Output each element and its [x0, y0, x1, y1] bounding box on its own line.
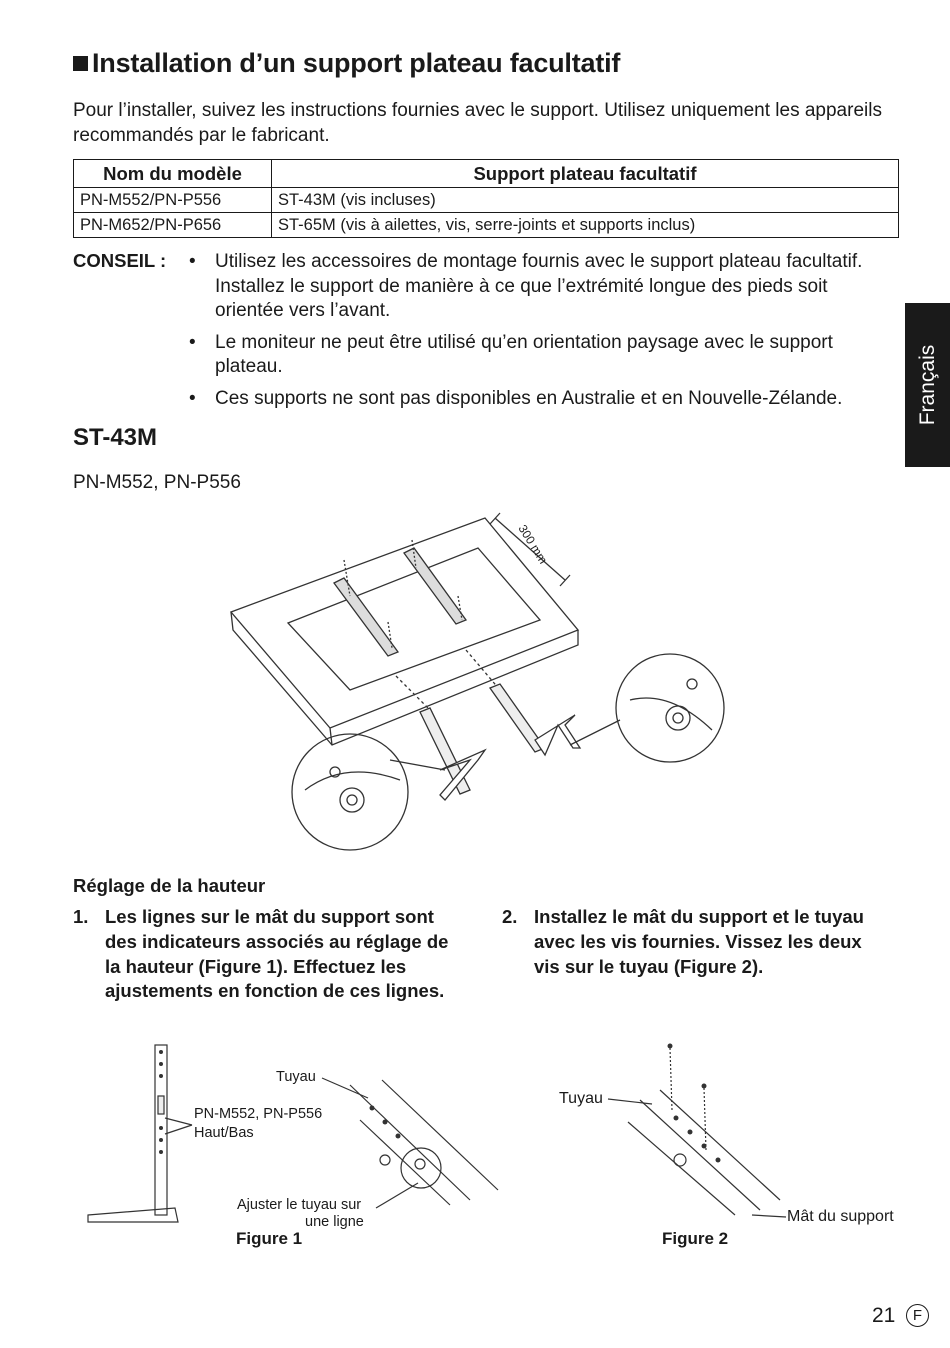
bullet-icon: •: [189, 251, 196, 272]
bullet-icon: •: [189, 331, 196, 353]
section-title: ST-43M: [73, 424, 158, 451]
fig1-ajuster-label: Ajuster le tuyau sur: [237, 1197, 362, 1213]
square-bullet-icon: [73, 56, 88, 71]
reglage-title: Réglage de la hauteur: [73, 875, 266, 896]
list-item-text: Ces supports ne sont pas disponibles en Australie et en Nouvelle-Zélande.: [215, 387, 843, 409]
fig1-tuyau-label: Tuyau: [276, 1069, 316, 1085]
language-tab-label: Français: [915, 344, 939, 426]
table-row: [74, 213, 899, 238]
fig1-hautbas-label: Haut/Bas: [194, 1125, 254, 1141]
list-item: [189, 387, 899, 412]
heading-text: Installation d’un support plateau facultatif: [92, 48, 621, 78]
table-cell: PN-M652/PN-P656: [74, 213, 272, 238]
step-number: 1.: [73, 906, 89, 927]
list-item: [189, 250, 899, 324]
fig2-tuyau-label: Tuyau: [559, 1090, 603, 1107]
fig1-models-label: PN-M552, PN-P556: [194, 1106, 323, 1122]
figure-2-caption: Figure 2: [662, 1229, 729, 1248]
list-item-text: Le moniteur ne peut être utilisé qu’en orientation paysage avec le support plateau.: [215, 331, 833, 377]
list-item: [189, 331, 899, 380]
page-heading: [73, 48, 620, 79]
table-header: Nom du modèle: [74, 160, 272, 188]
figure-1-caption: Figure 1: [236, 1229, 303, 1248]
conseil-label: CONSEIL :: [73, 250, 167, 271]
table-header: Support plateau facultatif: [272, 160, 899, 188]
table-row: [74, 188, 899, 213]
model-table: [73, 159, 899, 238]
table-cell: PN-M552/PN-P556: [74, 188, 272, 213]
language-circle-icon: F: [906, 1304, 929, 1327]
fig2-mat-label: Mât du support: [787, 1208, 894, 1225]
bullet-icon: •: [189, 387, 196, 409]
section-models: PN-M552, PN-P556: [73, 472, 241, 493]
dimension-label: 300 mm: [515, 522, 551, 567]
table-cell: ST-43M (vis incluses): [272, 188, 899, 213]
table-header-row: [74, 160, 899, 188]
language-tab: [905, 303, 950, 467]
list-item-text: Utilisez les accessoires de montage fournis avec le support plateau facultatif. Installez le support de manière à ce que l’extrémité longue des pieds soit orientée vers l’avant.: [215, 251, 863, 321]
table-cell: ST-65M (vis à ailettes, vis, serre-joints et supports inclus): [272, 213, 899, 238]
step-text: Les lignes sur le mât du support sont des indicateurs associés au réglage de la hauteur (Figure 1). Effectuez les ajustements en fonction de ces lignes.: [105, 906, 449, 1002]
intro-paragraph: Pour l’installer, suivez les instructions fournies avec le support. Utilisez uniquement les appareils recommandés par le fabricant.: [73, 100, 882, 146]
step-text: Installez le mât du support et le tuyau avec les vis fournies. Vissez les deux vis sur le tuyau (Figure 2).: [534, 906, 864, 977]
page-number: 21: [872, 1304, 896, 1327]
step-number: 2.: [502, 906, 518, 927]
conseil-list: [189, 250, 899, 418]
fig1-ajuster-label-2: une ligne: [305, 1214, 364, 1230]
